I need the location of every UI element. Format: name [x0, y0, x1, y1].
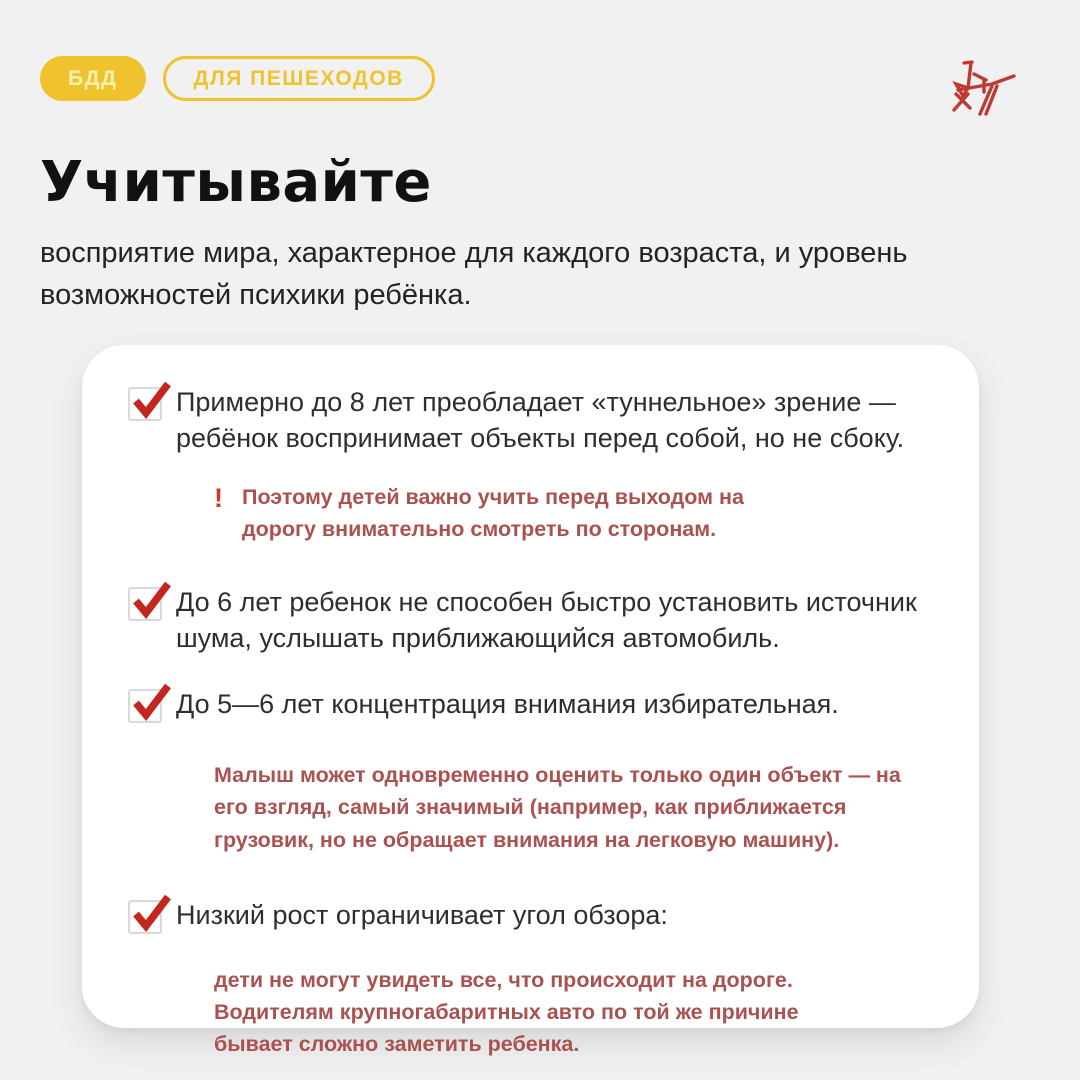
badge-bdd: БДД: [40, 56, 146, 101]
warning-note-text: Малыш может одновременно оценить только один объект — на его взгляд, самый значимый (например, как приближается грузовик, но не обращает внимания на легковую машину).: [214, 763, 901, 852]
checklist-item: [128, 385, 929, 457]
checklist-row: [128, 585, 929, 657]
checklist-row: [128, 687, 929, 856]
checklist-item-text: Примерно до 8 лет преобладает «туннельное» зрение — ребёнок воспринимает объекты перед собой, но не сбоку.: [176, 387, 905, 453]
checked-checkbox-icon: [128, 387, 162, 421]
checklist-item-text: До 5—6 лет концентрация внимания избирательная.: [176, 689, 839, 720]
warning-note-text: дети не могут увидеть все, что происходит на дороге. Водителям крупногабаритных авто по той же причине бывает сложно заметить ребенка.: [214, 967, 799, 1057]
warning-note: [214, 964, 864, 1061]
page-subtitle: восприятие мира, характерное для каждого возраста, и уровень возможностей психики ребёнка.: [40, 237, 908, 312]
checked-checkbox-icon: [128, 587, 162, 621]
checklist-row: [128, 385, 929, 545]
checklist-item: [128, 687, 929, 723]
checked-checkbox-icon: [128, 900, 162, 934]
checklist-item-text: Низкий рост ограничивает угол обзора:: [176, 899, 668, 930]
checklist-item-text: До 6 лет ребенок не способен быстро установить источник шума, услышать приближающийся автомобиль.: [176, 587, 917, 654]
checklist-row: [128, 898, 929, 1061]
badge-for-pedestrians: ДЛЯ ПЕШЕХОДОВ: [163, 56, 435, 101]
warning-note-text: Поэтому детей важно учить перед выходом на дорогу внимательно смотреть по сторонам.: [242, 484, 744, 542]
horse-lineart-logo-icon: [940, 50, 1020, 122]
checklist-item: [128, 585, 929, 657]
badge-row: [40, 56, 435, 101]
checklist-card: [82, 345, 979, 1057]
exclamation-icon: !: [214, 482, 223, 513]
warning-note: [214, 481, 802, 546]
header: [40, 56, 1040, 101]
checklist-item: [128, 898, 929, 934]
warning-note: [214, 759, 929, 856]
page-title: Учитывайте: [40, 150, 432, 215]
checked-checkbox-icon: [128, 689, 162, 723]
